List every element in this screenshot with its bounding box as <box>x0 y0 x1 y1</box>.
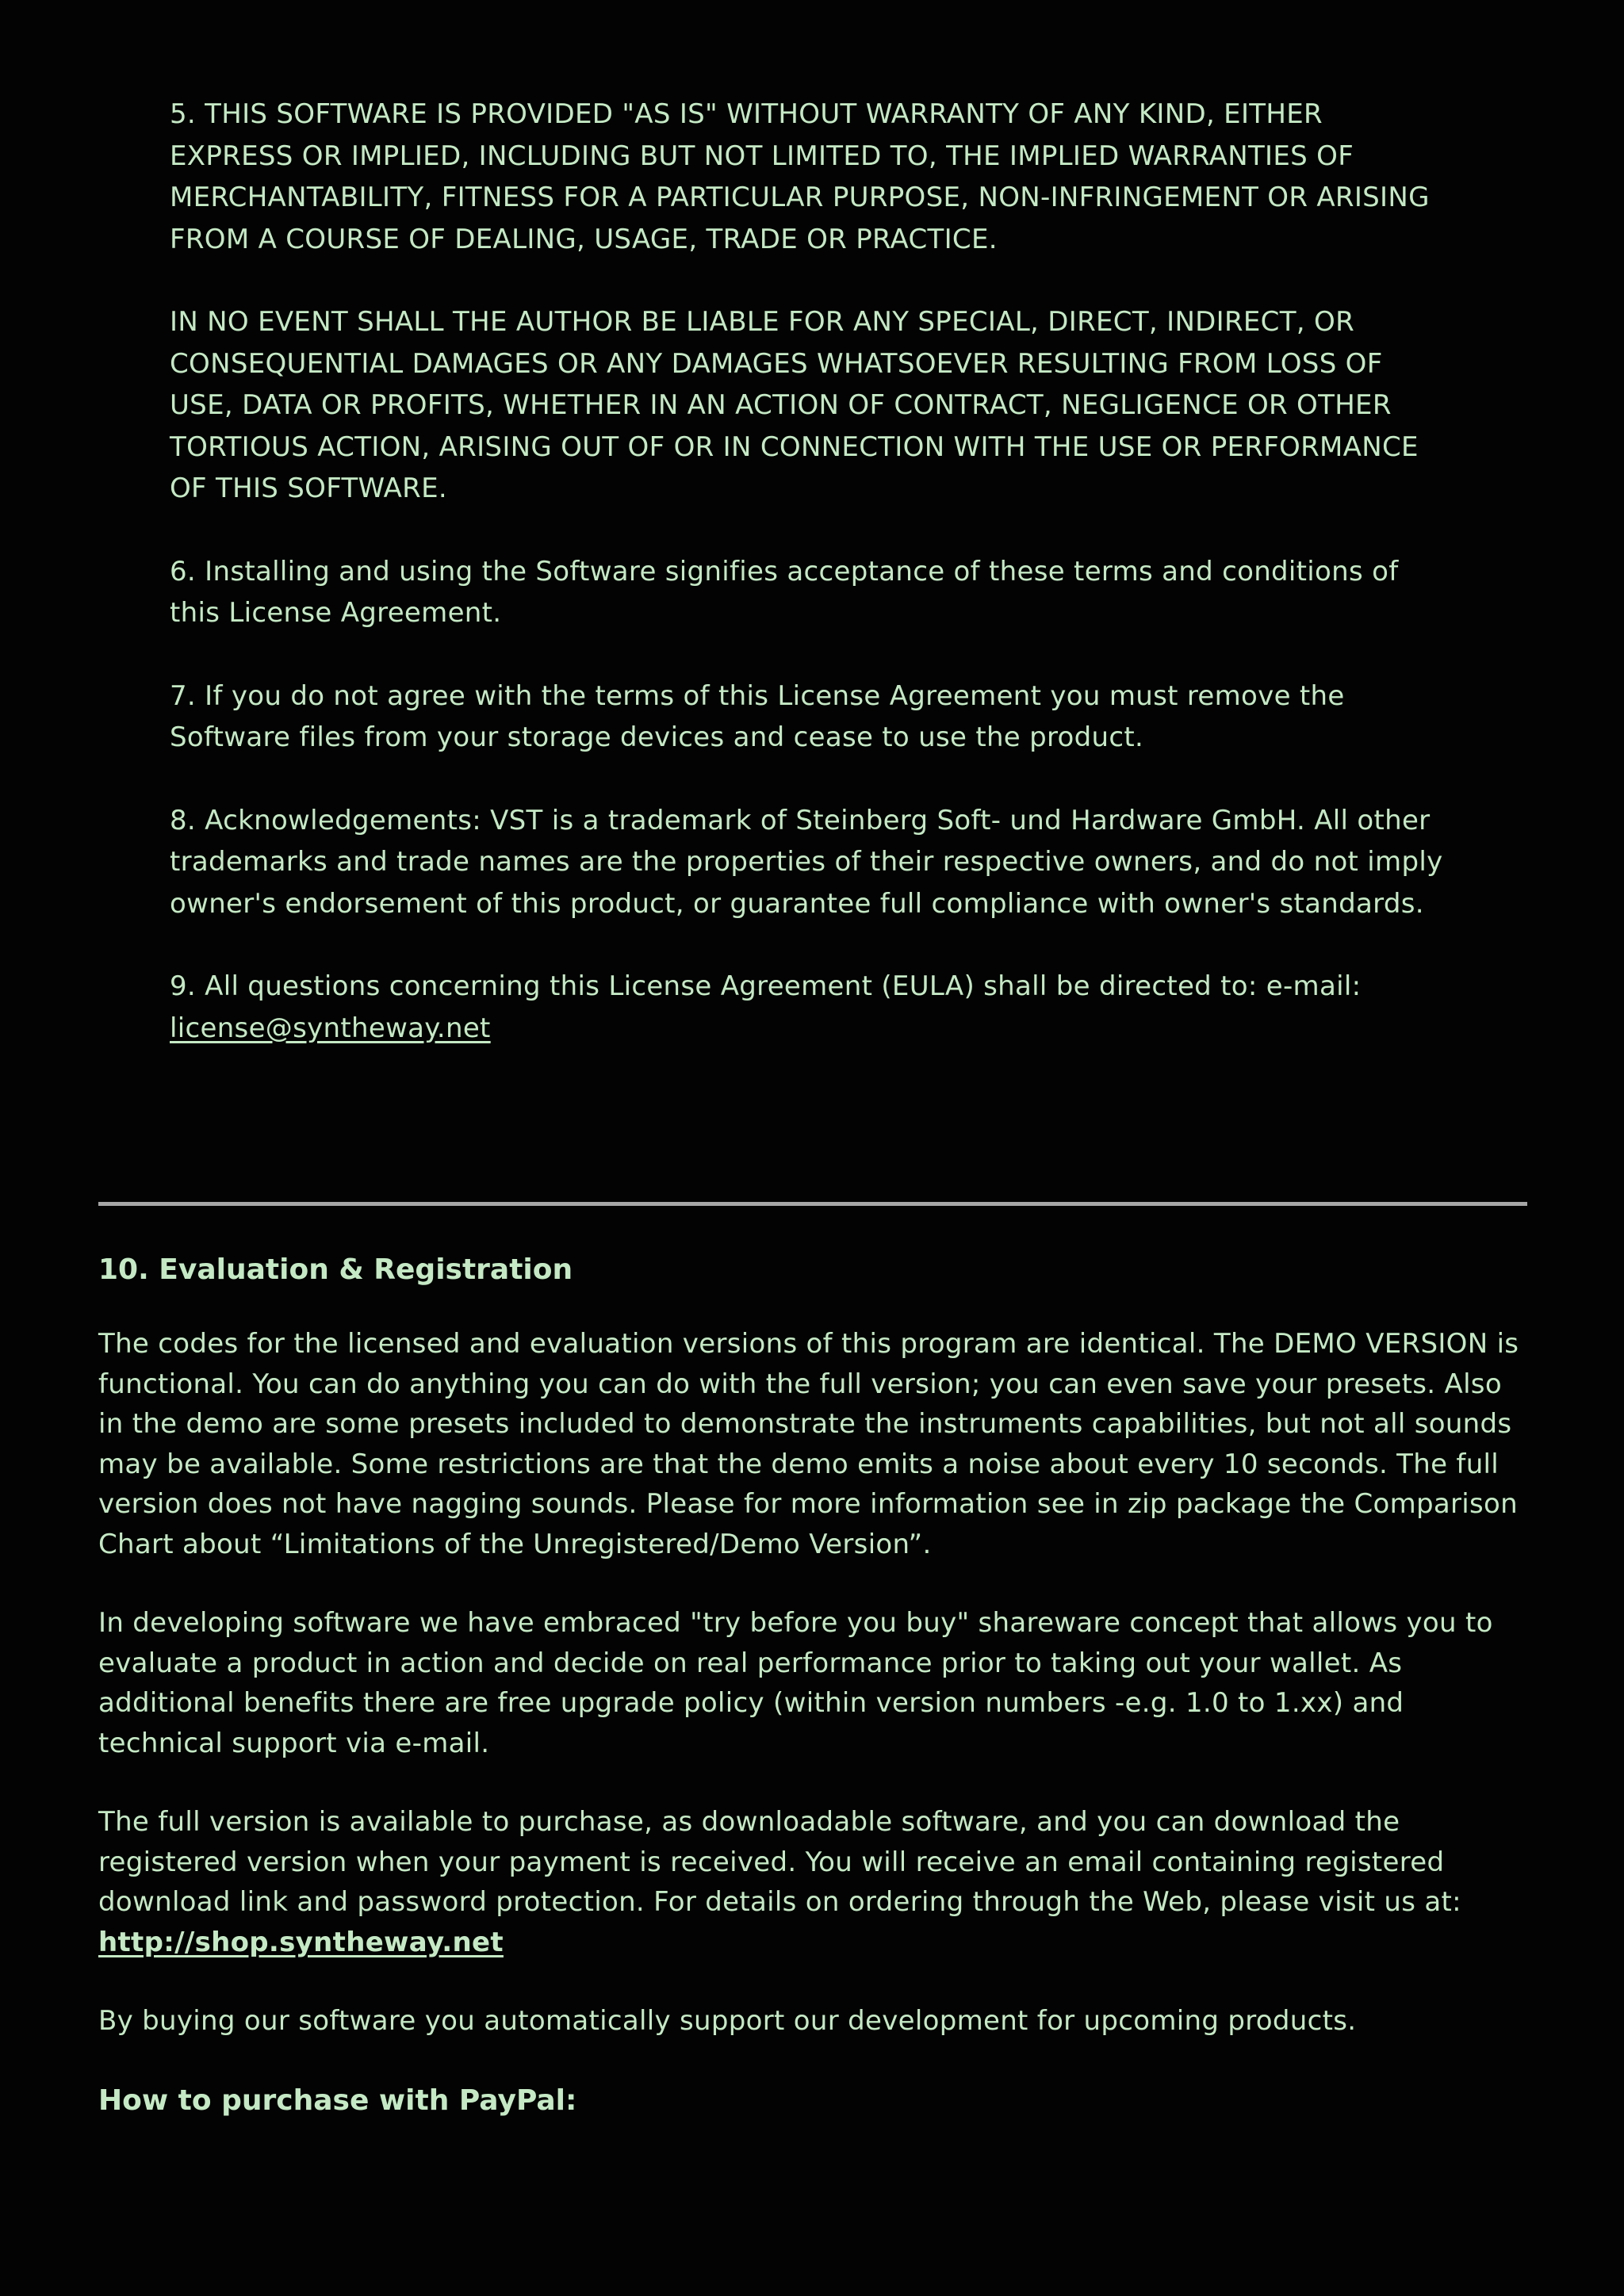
license-clause-9-text: 9. All questions concerning this License Agreement (EULA) shall be directed to: e-mail: <box>170 970 1362 1002</box>
license-clause-5-warranty: 5. THIS SOFTWARE IS PROVIDED "AS IS" WITHOUT WARRANTY OF ANY KIND, EITHER EXPRESS OR IMPLIED, INCLUDING BUT NOT LIMITED TO, THE IMPLIED WARRANTIES OF MERCHANTABILITY, FITNESS FOR A PARTICULAR PURPOSE, NON-INFRINGEMENT OR ARISING FROM A COURSE OF DEALING, USAGE, TRADE OR PRACTICE. <box>170 98 1430 255</box>
purchase-text: The full version is available to purchase, as downloadable software, and you can download the registered version when your payment is received. You will receive an email containing registered download link and password protection. For details on ordering through the Web, please visit us at: <box>98 1806 1461 1918</box>
evaluation-heading: 10. Evaluation & Registration <box>98 1253 573 1286</box>
paypal-heading: How to purchase with PayPal: <box>98 2084 577 2117</box>
license-clause-6: 6. Installing and using the Software signifies acceptance of these terms and conditions of this License Agreement. <box>170 555 1399 629</box>
section-divider <box>98 1202 1527 1206</box>
license-email-link[interactable]: license@syntheway.net <box>170 1012 491 1044</box>
license-clause-7: 7. If you do not agree with the terms of this License Agreement you must remove the Software files from your storage devices and cease to use the product. <box>170 679 1345 753</box>
shop-link[interactable]: http://shop.syntheway.net <box>98 1926 504 1958</box>
evaluation-section <box>98 1249 1534 2122</box>
license-clause-9 <box>170 966 1454 1049</box>
evaluation-paragraph-shareware: In developing software we have embraced "try before you buy" shareware concept that allows you to evaluate a product in action and decide on real performance prior to taking out your wallet. As additional benefits there are free upgrade policy (within version numbers -e.g. 1.0 to 1.xx) and technical support via e-mail. <box>98 1607 1493 1759</box>
license-terms-section <box>170 94 1454 1090</box>
license-clause-5-liability: IN NO EVENT SHALL THE AUTHOR BE LIABLE FOR ANY SPECIAL, DIRECT, INDIRECT, OR CONSEQUENTIAL DAMAGES OR ANY DAMAGES WHATSOEVER RESULTING FROM LOSS OF USE, DATA OR PROFITS, WHETHER IN AN ACTION OF CONTRACT, NEGLIGENCE OR OTHER TORTIOUS ACTION, ARISING OUT OF OR IN CONNECTION WITH THE USE OR PERFORMANCE OF THIS SOFTWARE. <box>170 306 1419 504</box>
evaluation-paragraph-support: By buying our software you automatically support our development for upcoming products. <box>98 2005 1357 2037</box>
license-clause-8: 8. Acknowledgements: VST is a trademark of Steinberg Soft- und Hardware GmbH. All other trademarks and trade names are the properties of their respective owners, and do not imply owner's endorsement of this product, or guarantee full compliance with owner's standards. <box>170 804 1443 920</box>
evaluation-paragraph-demo: The codes for the licensed and evaluation versions of this program are identical. The DEMO VERSION is functional. You can do anything you can do with the full version; you can even save your presets. Also in the demo are some presets included to demonstrate the instruments capabilities, but not all sounds may be available. Some restrictions are that the demo emits a noise about every 10 seconds. The full version does not have nagging sounds. Please for more information see in zip package the Comparison Chart about “Limitations of the Unregistered/Demo Version”. <box>98 1328 1519 1560</box>
evaluation-paragraph-purchase <box>98 1802 1534 1962</box>
